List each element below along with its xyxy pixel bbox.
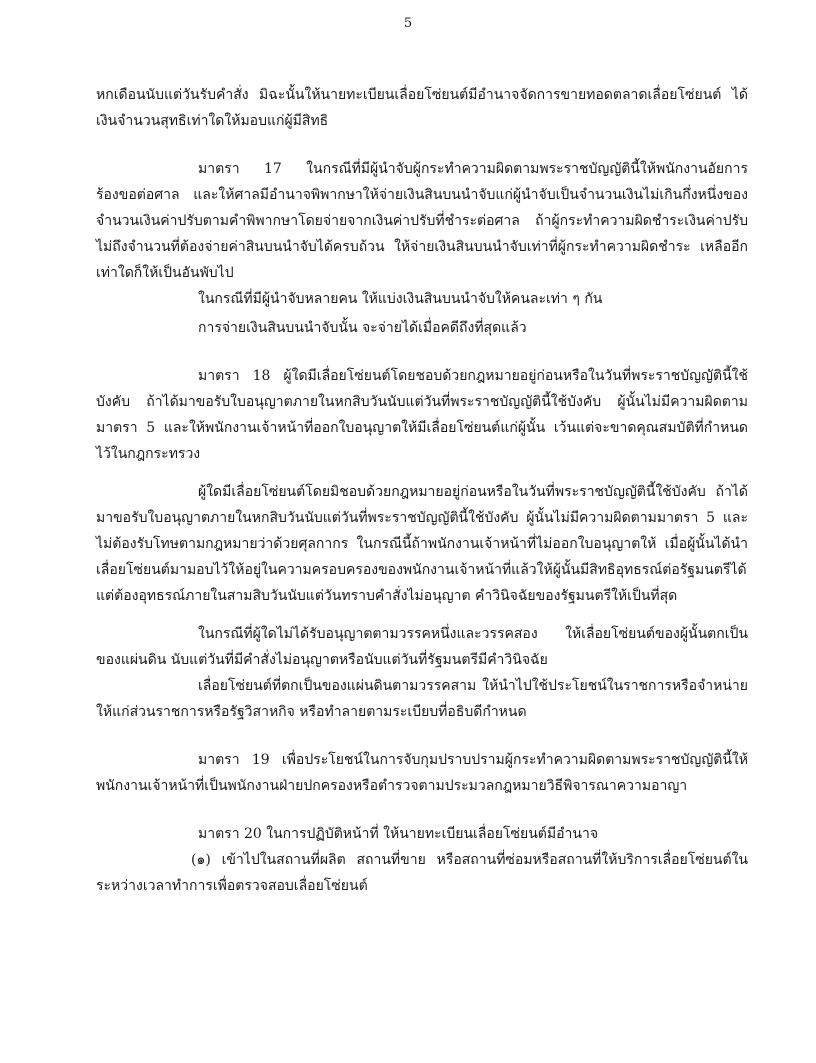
- page-number: 5: [403, 16, 413, 31]
- paragraph-section-17-payment-timing: การจ่ายเงินสินบนนำจับนั้น จะจ่ายได้เมื่อคดีถึงที่สุดแล้ว: [198, 320, 527, 336]
- paragraph-section-18-disposal: เลื่อยโซ่ยนต์ที่ตกเป็นของแผ่นดินตามวรรคสาม ให้นำไปใช้ประโยชน์ในราชการหรือจำหน่ายให้แก่ส่วนราชการหรือรัฐวิสาหกิจ หรือทำลายตามระเบียบที่อธิบดีกำหนด: [96, 678, 748, 720]
- paragraph-section-20-item-1: (๑) เข้าไปในสถานที่ผลิต สถานที่ขาย หรือสถานที่ซ่อมหรือสถานที่ให้บริการเลื่อยโซ่ยนต์ในระหว่างเวลาทำการเพื่อตรวจสอบเลื่อยโซ่ยนต์: [96, 852, 748, 894]
- paragraph-section-17-multiple-informants: ในกรณีที่มีผู้นำจับหลายคน ให้แบ่งเงินสินบนนำจับให้คนละเท่า ๆ กัน: [198, 291, 603, 307]
- paragraph-section-17: มาตรา 17 ในกรณีที่มีผู้นำจับผู้กระทำความผิดตามพระราชบัญญัตินี้ให้พนักงานอัยการร้องขอต่อศาล และให้ศาลมีอำนาจพิพากษาให้จ่ายเงินสินบนนำจับแก่ผู้นำจับเป็นจำนวนเงินไม่เกินกึ่งหนึ่งของจำนวนเงินค่าปรับตามคำพิพากษาโดยจ่ายจากเงินค่าปรับที่ชำระต่อศาล ถ้าผู้กระทำความผิดชำระเงินค่าปรับไม่ถึงจำนวนที่ต้องจ่ายค่าสินบนนำจับได้ครบถ้วน ให้จ่ายเงินสินบนนำจับเท่าที่ผู้กระทำความผิดชำระ เหลืออีกเท่าใดก็ให้เป็นอันพับไป: [96, 161, 748, 281]
- paragraph-continuation: หกเดือนนับแต่วันรับคำสั่ง มิฉะนั้นให้นายทะเบียนเลื่อยโซ่ยนต์มีอำนาจจัดการขายทอดตลาดเลื่อยโซ่ยนต์ ได้เงินจำนวนสุทธิเท่าใดให้มอบแก่ผู้มีสิทธิ: [96, 87, 748, 129]
- paragraph-section-18-unlawful-possession: ผู้ใดมีเลื่อยโซ่ยนต์โดยมิชอบด้วยกฎหมายอยู่ก่อนหรือในวันที่พระราชบัญญัตินี้ใช้บังคับ ถ้าได้มาขอรับใบอนุญาตภายในหกสิบวันนับแต่วันที่พระราชบัญญัตินี้ใช้บังคับ ผู้นั้นไม่มีความผิดตามมาตรา 5 และไม่ต้องรับโทษตามกฎหมายว่าด้วยศุลกากร ในกรณีนี้ถ้าพนักงานเจ้าหน้าที่ไม่ออกใบอนุญาตให้ เมื่อผู้นั้นได้นำเลื่อยโซ่ยนต์มามอบไว้ให้อยู่ในความครอบครองของพนักงานเจ้าหน้าที่แล้วให้ผู้นั้นมีสิทธิอุทธรณ์ต่อรัฐมนตรีได้ แต่ต้องอุทธรณ์ภายในสามสิบวันนับแต่วันทราบคำสั่งไม่อนุญาต คำวินิจฉัยของรัฐมนตรีให้เป็นที่สุด: [96, 484, 748, 604]
- paragraph-section-20: มาตรา 20 ในการปฏิบัติหน้าที่ ให้นายทะเบียนเลื่อยโซ่ยนต์มีอำนาจ: [198, 826, 599, 842]
- paragraph-section-18-forfeiture: ในกรณีที่ผู้ใดไม่ได้รับอนุญาตตามวรรคหนึ่งและวรรคสอง ให้เลื่อยโซ่ยนต์ของผู้นั้นตกเป็นของแผ่นดิน นับแต่วันที่มีคำสั่งไม่อนุญาตหรือนับแต่วันที่รัฐมนตรีมีคำวินิจฉัย: [96, 626, 748, 668]
- paragraph-section-19: มาตรา 19 เพื่อประโยชน์ในการจับกุมปราบปรามผู้กระทำความผิดตามพระราชบัญญัตินี้ให้พนักงานเจ้าหน้าที่เป็นพนักงานฝ่ายปกครองหรือตำรวจตามประมวลกฎหมายวิธีพิจารณาความอาญา: [96, 752, 748, 794]
- paragraph-section-18: มาตรา 18 ผู้ใดมีเลื่อยโซ่ยนต์โดยชอบด้วยกฎหมายอยู่ก่อนหรือในวันที่พระราชบัญญัตินี้ใช้บังคับ ถ้าได้มาขอรับใบอนุญาตภายในหกสิบวันนับแต่วันที่พระราชบัญญัตินี้ใช้บังคับ ผู้นั้นไม่มีความผิดตามมาตรา 5 และให้พนักงานเจ้าหน้าที่ออกใบอนุญาตให้มีเลื่อยโซ่ยนต์แก่ผู้นั้น เว้นแต่จะขาดคุณสมบัติที่กำหนดไว้ในกฎกระทรวง: [96, 368, 748, 462]
- document-body: [96, 82, 748, 899]
